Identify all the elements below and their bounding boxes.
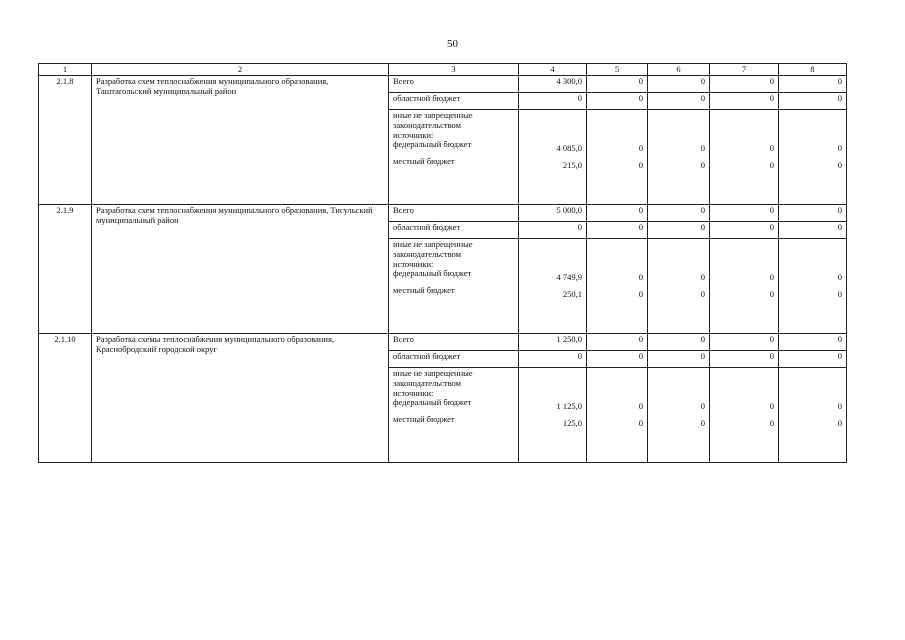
local-value: 215,0 <box>562 159 582 170</box>
local-value: 0 <box>638 288 643 299</box>
budget-table <box>38 63 847 463</box>
federal-label: федеральный бюджет <box>393 139 472 150</box>
federal-value: 0 <box>700 401 705 411</box>
row-index: 2.1.8 <box>39 76 92 205</box>
local-value: 0 <box>769 288 774 299</box>
value-cell: 0 <box>648 93 710 110</box>
other-label-line: источники: <box>393 258 434 269</box>
row-index: 2.1.10 <box>39 334 92 463</box>
local-value: 0 <box>700 159 705 170</box>
other-label-line: законодательством <box>393 248 462 259</box>
header-cell: 7 <box>710 64 779 76</box>
federal-value: 0 <box>769 401 774 411</box>
row-title: Разработка схем теплоснабжения муниципального образования, Тисульский муниципальный район <box>92 205 389 334</box>
other-label-line: источники: <box>393 129 434 140</box>
value-cell: 0 <box>519 93 587 110</box>
source-label-other <box>389 239 519 334</box>
value-cell: 0 <box>779 334 847 351</box>
header-cell: 4 <box>519 64 587 76</box>
value-cell: 0 <box>648 76 710 93</box>
local-value: 0 <box>837 417 842 428</box>
other-label-line: законодательством <box>393 377 462 388</box>
other-label-line: иные не запрещенные <box>393 110 473 120</box>
federal-value: 0 <box>638 143 643 153</box>
local-value: 0 <box>837 159 842 170</box>
value-cell <box>587 110 648 205</box>
value-cell <box>519 110 587 205</box>
local-value: 125,0 <box>562 417 582 428</box>
other-label-line: источники: <box>393 387 434 398</box>
source-label-total: Всего <box>389 334 519 351</box>
value-cell: 0 <box>710 334 779 351</box>
federal-value: 0 <box>700 272 705 282</box>
value-cell: 0 <box>648 222 710 239</box>
value-cell: 0 <box>710 222 779 239</box>
local-value: 0 <box>700 417 705 428</box>
table-row <box>39 205 847 222</box>
value-cell <box>519 239 587 334</box>
value-cell: 0 <box>779 351 847 368</box>
row-title: Разработка схем теплоснабжения муниципального образования, Таштагольский муниципальный район <box>92 76 389 205</box>
value-cell: 0 <box>710 76 779 93</box>
value-cell: 0 <box>779 222 847 239</box>
other-label-line: иные не запрещенные <box>393 368 473 378</box>
value-cell <box>648 239 710 334</box>
local-value: 250,1 <box>562 288 582 299</box>
table-row <box>39 76 847 93</box>
value-cell: 1 250,0 <box>519 334 587 351</box>
value-cell <box>710 110 779 205</box>
local-label: местный бюджет <box>393 156 455 167</box>
local-value: 0 <box>700 288 705 299</box>
value-cell: 0 <box>519 222 587 239</box>
value-cell: 0 <box>587 334 648 351</box>
other-label-line: иные не запрещенные <box>393 239 473 249</box>
source-label-total: Всего <box>389 205 519 222</box>
header-cell: 8 <box>779 64 847 76</box>
federal-value: 0 <box>769 272 774 282</box>
value-cell <box>779 110 847 205</box>
local-label: местный бюджет <box>393 285 455 296</box>
value-cell <box>710 368 779 463</box>
federal-value: 0 <box>837 401 842 411</box>
source-label-regional: областной бюджет <box>389 222 519 239</box>
row-title: Разработка схемы теплоснабжения муниципального образования, Краснобродский городской округ <box>92 334 389 463</box>
federal-value: 0 <box>700 143 705 153</box>
federal-value: 0 <box>769 143 774 153</box>
value-cell <box>648 368 710 463</box>
value-cell: 0 <box>648 205 710 222</box>
header-cell: 5 <box>587 64 648 76</box>
value-cell <box>710 239 779 334</box>
source-label-regional: областной бюджет <box>389 351 519 368</box>
federal-value: 4 085,0 <box>556 143 582 153</box>
value-cell <box>779 239 847 334</box>
value-cell: 5 000,0 <box>519 205 587 222</box>
value-cell: 0 <box>648 334 710 351</box>
value-cell: 0 <box>587 222 648 239</box>
federal-value: 0 <box>837 143 842 153</box>
federal-value: 0 <box>837 272 842 282</box>
table-row <box>39 334 847 351</box>
value-cell: 0 <box>710 205 779 222</box>
header-cell: 1 <box>39 64 92 76</box>
local-value: 0 <box>769 159 774 170</box>
value-cell: 0 <box>779 205 847 222</box>
source-label-total: Всего <box>389 76 519 93</box>
value-cell: 0 <box>587 76 648 93</box>
value-cell: 0 <box>519 351 587 368</box>
local-value: 0 <box>638 159 643 170</box>
source-label-regional: областной бюджет <box>389 93 519 110</box>
value-cell: 0 <box>710 93 779 110</box>
value-cell <box>587 239 648 334</box>
value-cell <box>779 368 847 463</box>
federal-label: федеральный бюджет <box>393 397 472 408</box>
header-row <box>39 64 847 76</box>
value-cell: 0 <box>587 205 648 222</box>
header-cell: 3 <box>389 64 519 76</box>
value-cell: 0 <box>779 76 847 93</box>
value-cell: 0 <box>648 351 710 368</box>
source-label-other <box>389 110 519 205</box>
value-cell: 0 <box>710 351 779 368</box>
local-label: местный бюджет <box>393 414 455 425</box>
federal-value: 4 749,9 <box>556 272 582 282</box>
header-cell: 6 <box>648 64 710 76</box>
value-cell: 0 <box>779 93 847 110</box>
local-value: 0 <box>638 417 643 428</box>
header-cell: 2 <box>92 64 389 76</box>
value-cell: 0 <box>587 351 648 368</box>
local-value: 0 <box>769 417 774 428</box>
value-cell <box>587 368 648 463</box>
federal-label: федеральный бюджет <box>393 268 472 279</box>
page-number: 50 <box>447 38 458 50</box>
source-label-other <box>389 368 519 463</box>
value-cell <box>519 368 587 463</box>
value-cell: 0 <box>587 93 648 110</box>
federal-value: 1 125,0 <box>556 401 582 411</box>
federal-value: 0 <box>638 272 643 282</box>
other-label-line: законодательством <box>393 119 462 130</box>
local-value: 0 <box>837 288 842 299</box>
row-index: 2.1.9 <box>39 205 92 334</box>
value-cell <box>648 110 710 205</box>
value-cell: 4 300,0 <box>519 76 587 93</box>
federal-value: 0 <box>638 401 643 411</box>
